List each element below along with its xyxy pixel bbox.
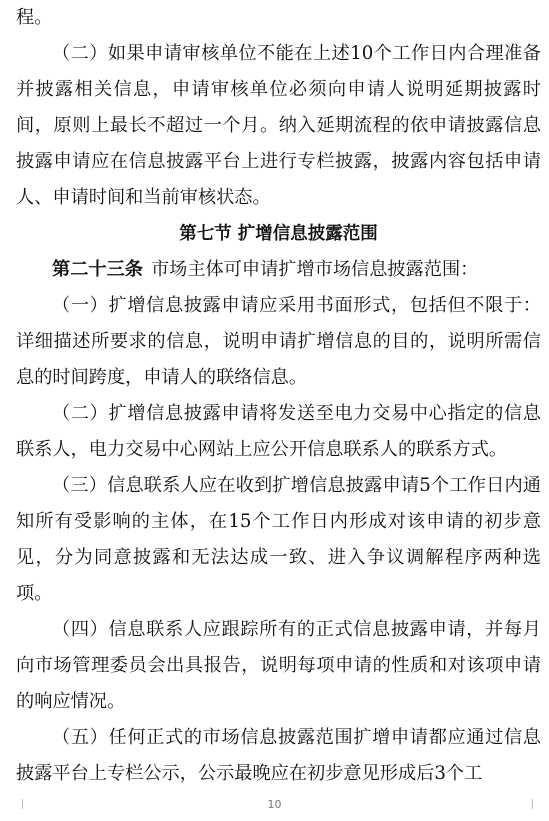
section-title: 第七节 扩增信息披露范围 bbox=[179, 224, 378, 244]
item-4: （四）信息联系人应跟踪所有的正式信息披露申请，并每月向市场管理委员会出具报告，说明每项申请的性质和对该项申请的响应情况。 bbox=[16, 619, 541, 712]
item-1: （一）扩增信息披露申请应采用书面形式，包括但不限于：详细描述所要求的信息，说明申请扩增信息的目的，说明所需信息的时间跨度，申请人的联络信息。 bbox=[16, 295, 541, 388]
article-23-text: 市场主体可申请扩增市场信息披露范围： bbox=[150, 259, 479, 280]
paragraph-delay-disclosure: （二）如果申请审核单位不能在上述10个工作日内合理准备并披露相关信息，申请审核单位必须向申请人说明延期披露时间，原则上最长不超过一个月。纳入延期流程的依申请披露信息披露申请应在信息披露平台上进行专栏披露，披露内容包括申请人、申请时间和当前审核状态。 bbox=[16, 43, 541, 208]
page-number: 10 bbox=[267, 798, 282, 811]
item-5: （五）任何正式的市场信息披露范围扩增申请都应通过信息披露平台上专栏公示，公示最晚应在初步意见形成后3个工 bbox=[16, 727, 541, 784]
article-23 bbox=[16, 252, 541, 288]
paragraph-continued-text: 程。 bbox=[16, 7, 53, 28]
document-body bbox=[16, 0, 541, 792]
footer-right-crop-mark bbox=[532, 799, 543, 809]
item-2: （二）扩增信息披露申请将发送至电力交易中心指定的信息联系人，电力交易中心网站上应公开信息联系人的联系方式。 bbox=[16, 403, 541, 460]
article-23-label: 第二十三条 bbox=[52, 259, 143, 280]
item-3: （三）信息联系人应在收到扩增信息披露申请5个工作日内通知所有受影响的主体，在15个工作日内形成对该申请的初步意见，分为同意披露和无法达成一致、进入争议调解程序两种选项。 bbox=[16, 475, 541, 604]
